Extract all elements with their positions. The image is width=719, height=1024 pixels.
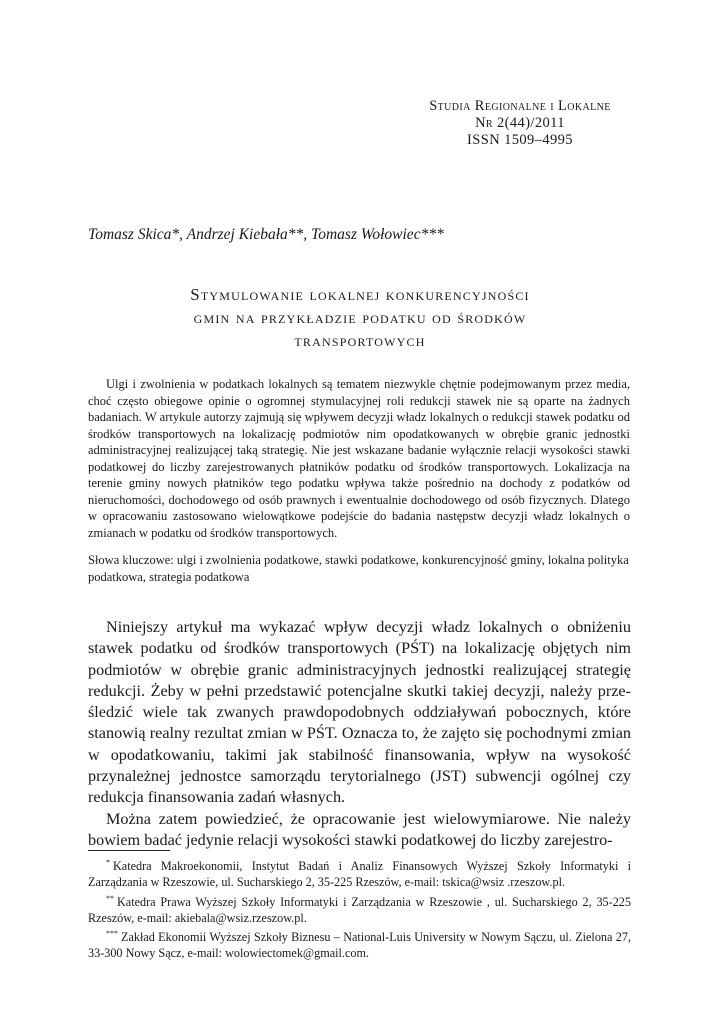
footnote-mark: *** (106, 929, 118, 939)
footnote-text: Katedra Makroekonomii, Instytut Badań i Analiz Finansowych Wyższej Szkoły Informatyki i Zarządzania w Rzeszowie, ul. Sucharskiego 2, 35-225 Rzeszów, e-mail: tskica@wsiz .rzeszow.pl. (88, 859, 631, 890)
authors-line: Tomasz Skica*, Andrzej Kiebała**, Tomasz Wołowiec*** (88, 226, 444, 243)
body-paragraph-2: Można zatem powiedzieć, że opracowanie jest wielowymiarowe. Nie należy bowiem badać jedynie relacji wysokości stawki podatkowej do liczby zarejestro- (88, 809, 631, 849)
journal-issn: ISSN 1509–4995 (467, 132, 573, 148)
footnotes (88, 855, 631, 962)
footnote-mark: * (106, 858, 110, 867)
article-body (88, 617, 631, 851)
title-line-2: gmin na przykładzie podatku od środków (193, 308, 527, 327)
footnote-2 (88, 891, 631, 927)
footnote-separator (88, 850, 170, 851)
footnote-text: Zakład Ekonomii Wyższej Szkoły Biznesu – National-Luis University w Nowym Sączu, ul. Zielona 27, 33-300 Nowy Sącz, e-mail: wolowiectomek@gmail.com. (88, 930, 631, 961)
journal-issue: Nr 2(44)/2011 (475, 115, 565, 131)
title-line-3: transportowych (294, 331, 426, 350)
journal-name: Studia Regionalne i Lokalne (429, 98, 611, 114)
title-line-1: Stymulowanie lokalnej konkurencyjności (190, 285, 530, 304)
journal-header (380, 98, 660, 149)
footnote-text: Katedra Prawa Wyższej Szkoły Informatyki i Zarządzania w Rzeszowie , ul. Sucharskiego 2, 35-225 Rzeszów, e-mail: akiebala@wsiz.rzeszow.pl. (88, 894, 631, 925)
body-paragraph-1: Niniejszy artykuł ma wykazać wpływ decyzji władz lokalnych o obniżeniu stawek podatku od środków transportowych (PŚT) na lokalizację objętych nim podmiotów w obrębie granic administracyjnych jednostki realizującej strategię redukcji. Żeby w pełni przedstawić potencjalne skutki takiej decyzji, należy prześledzić wiele tak zwanych prawdopodobnych oddziaływań pobocznych, które stanowią realny rezultat zmian w PŚT. Oznacza to, że zajęto się pochodnymi zmian w opodatkowaniu, takimi jak stabilność finansowania, wpływ na wysokość przynależnej jednostce samorządu terytorialnego (JST) subwencji ogólnej czy redukcja finansowania zadań własnych. (88, 618, 631, 807)
keywords: Słowa kluczowe: ulgi i zwolnienia podatkowe, stawki podatkowe, konkurencyjność gminy, lokalna polityka podatkowa, strategia podatkowa (88, 553, 629, 584)
abstract: Ulgi i zwolnienia w podatkach lokalnych są tematem niezwykle chętnie podejmowanym przez media, choć często obiegowe opinie o ogromnej stymulacyjnej roli redukcji stawek nie są oparte na żadnych badaniach. W artykule autorzy zajmują się wpływem decyzji władz lokalnych o redukcji stawek podatku od środków transportowych na lokalizację podmiotów nim opodatkowanych w obrębie granic jednostki administracyjnej realizującej taką strategię. Nie jest wskazane badanie wyłącznie relacji wysokości stawki podatkowej do liczby zarejestrowanych płatników podatku od środków transportowych. Lokalizacja na terenie gminy nowych płatników tego podatku wpływa także pośrednio na dochody z podatków od nieruchomości, dochodowego od osób prawnych i ewentualnie dochodowego od osób fizycznych. Dlatego w opracowaniu zastosowano wielowątkowe podejście do badania następstw decyzji władz lokalnych o zmianach w podatku od środków transportowych. (88, 377, 630, 540)
footnote-3 (88, 926, 631, 962)
footnote-1 (88, 855, 631, 891)
article-title (88, 283, 632, 352)
footnote-mark: ** (106, 893, 114, 903)
